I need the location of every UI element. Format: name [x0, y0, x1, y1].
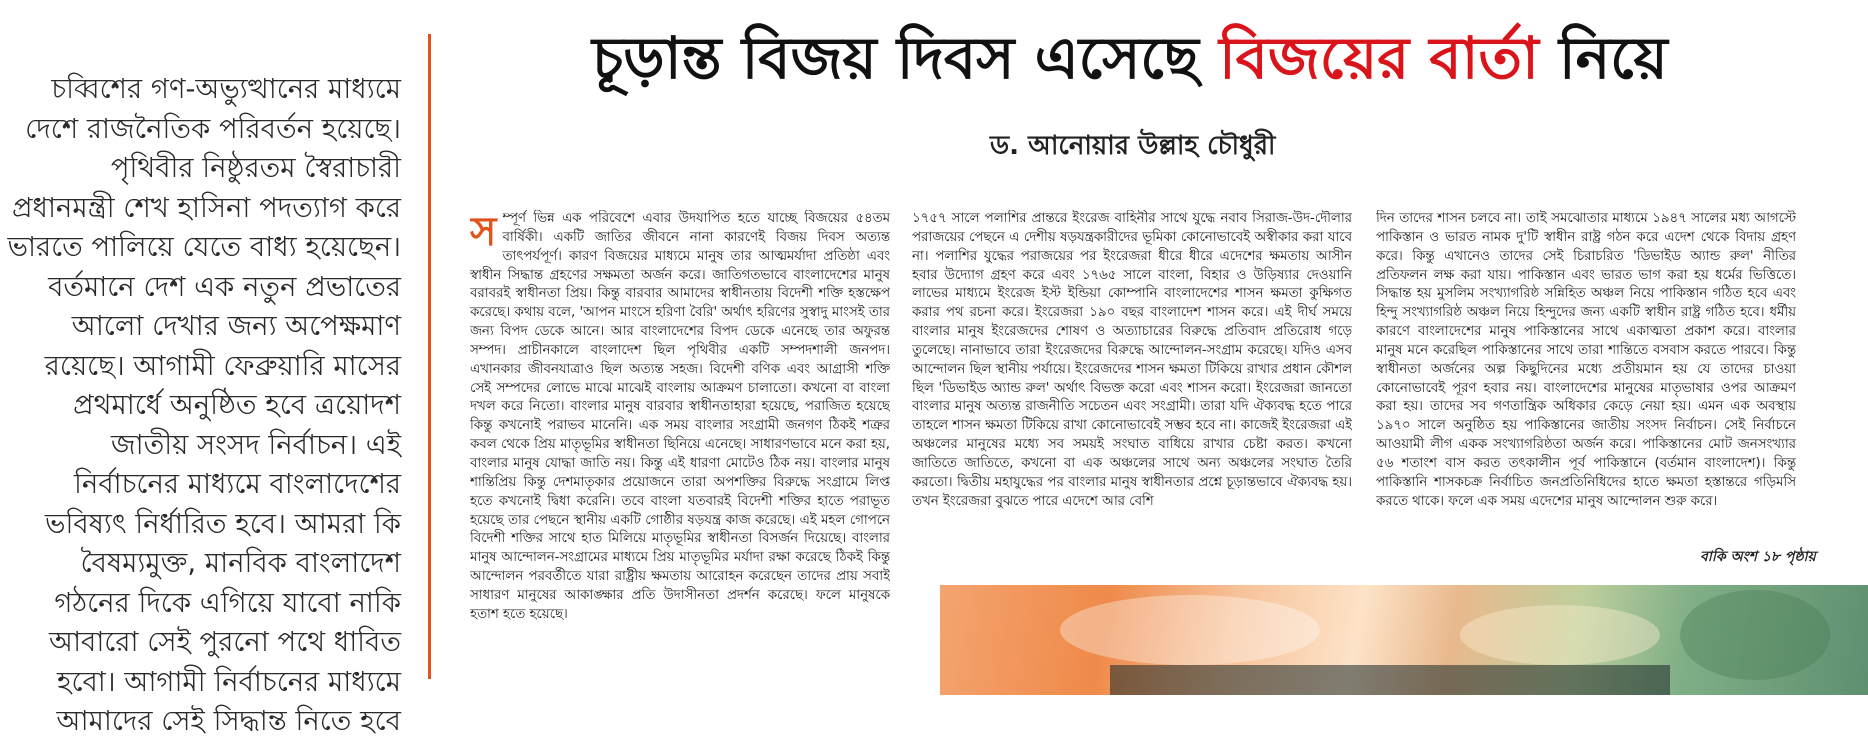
- article-text: ১৭৫৭ সালে পলাশির প্রান্তরে ইংরেজ বাহিনীর সাথে যুদ্ধে নবাব সিরাজ-উদ-দৌলার পরাজয়ের পেছনে এ দেশীয় ষড়যন্ত্রকারীদের ভূমিকা কোনোভাবেই অস্বীকার করা যাবে না। পলাশির যুদ্ধের পরাজয়ের পর ইংরেজরা ধীরে ধীরে এদেশের ক্ষমতায় আসীন হবার উদ্যোগ গ্রহণ করে এবং ১৭৬৫ সালে বাংলা, বিহার ও উড়িষ্যার দেওয়ানি লাভের মাধ্যমে ইংরেজ ইস্ট ইন্ডিয়া কোম্পানি বাংলাদেশের শাসন ক্ষমতা কুক্ষিগত করার পথ রচনা করে। ইংরেজরা ১৯০ বছর বাংলাদেশ শাসন করে। এই দীর্ঘ সময়ে বাংলার মানুষ ইংরেজদের শোষণ ও অত্যাচারের বিরুদ্ধে প্রতিবাদ প্রতিরোধ গড়ে তুলেছে। নানাভাবে তারা ইংরেজদের বিরুদ্ধে আন্দোলন-সংগ্রাম করেছে। যদিও এসব আন্দোলন ছিল স্থানীয় পর্যায়ে। ইংরেজদের শাসন ক্ষমতা টিকিয়ে রাখার প্রধান কৌশল ছিল 'ডিভাইড অ্যান্ড রুল' অর্থাৎ বিভক্ত করো এবং শাসন করো। ইংরেজরা জানতো বাংলার মানুষ অত্যন্ত রাজনীতি সচেতন এবং সংগ্রামী। তারা যদি ঐক্যবদ্ধ হতে পারে তাহলে শাসন ক্ষমতা টিকিয়ে রাখা কোনোভাবেই সম্ভব হবে না। কাজেই ইংরেজরা এই অঞ্চলের মানুষের মধ্যে সব সময়ই সংঘাত বাধিয়ে রাখার চেষ্টা করত। কখনো জাতিতে জাতিতে, কখনো বা এক অঞ্চলের সাথে অন্য অঞ্চলের সংঘাত তৈরি করতো। দ্বিতীয় মহাযুদ্ধের পর বাংলার মানুষ স্বাধীনতার প্রশ্নে চূড়ান্তভাবে ঐক্যবদ্ধ হয়। তখন ইংরেজরা বুঝতে পারে এদেশে আর বেশি: [912, 211, 1352, 509]
- article-column-2: [912, 210, 1352, 564]
- pull-quote-line: বৈষম্যমুক্ত, মানবিক বাংলাদেশ: [80, 547, 401, 579]
- headline: [592, 22, 1772, 94]
- article-text: ম্পূর্ণ ভিন্ন এক পরিবেশে এবার উদযাপিত হতে যাচ্ছে বিজয়ের ৫৪তম বার্ষিকী। একটি জাতির জীবনে নানা কারণেই বিজয় দিবস অত্যন্ত তাৎপর্যপূর্ণ। কারণ বিজয়ের মাধ্যমে মানুষ তার আত্মমর্যাদা প্রতিষ্ঠা এবং স্বাধীন সিদ্ধান্ত গ্রহণের সক্ষমতা অর্জন করে। জাতিগতভাবে বাংলাদেশের মানুষ বরাবরই স্বাধীনতা প্রিয়। কিন্তু বারবার আমাদের স্বাধীনতায় বিদেশী শক্তি হস্তক্ষেপ করেছে। কথায় বলে, 'আপন মাংসে হরিণা বৈরি' অর্থাৎ হরিণের সুস্বাদু মাংসই তার জন্য বিপদ ডেকে আনে। আর বাংলাদেশের বিপদ ডেকে এনেছে তার অফুরন্ত সম্পদ। প্রাচীনকালে বাংলাদেশ ছিল পৃথিবীর একটি সম্পদশালী জনপদ। এখানকার জীবনযাত্রাও ছিল অত্যন্ত সহজ। বিদেশী বণিক এবং আগ্রাসী শক্তি সেই সম্পদের লোভে মাঝে মাঝেই বাংলায় আক্রমণ চালাতো। কখনো বা বাংলা দখল করে নিতো। বাংলার মানুষ বারবার স্বাধীনতাহারা হয়েছে, পরাজিত হয়েছে কিন্তু কখনোই পরাভব মানেনি। এক সময় বাংলার সংগ্রামী জনগণ ঠিকই শত্রুর কবল থেকে প্রিয় মাতৃভূমির স্বাধীনতা ছিনিয়ে এনেছে। সাধারণভাবে মনে করা হয়, বাংলার মানুষ যোদ্ধা জাতি নয়। কিন্তু এই ধারণা মোটেও ঠিক নয়। বাংলার মানুষ শান্তিপ্রিয় কিন্তু দেশমাতৃকার প্রয়োজনে তারা অপশক্তির বিরুদ্ধে সংগ্রামে লিপ্ত হতে কখনোই দ্বিধা করেনি। তবে বাংলা যতবারই বিদেশী শক্তির হাতে পরাভূত হয়েছে তার পেছনে স্থানীয় একটি গোষ্ঠীর ষড়যন্ত্র কাজ করেছে। এই মহল গোপনে বিদেশী শক্তির সাথে হাত মিলিয়ে মাতৃভূমির স্বাধীনতা বিসর্জন দিয়েছে। বাংলার মানুষ আন্দোলন-সংগ্রামের মাধ্যমে প্রিয় মাতৃভূমির মর্যাদা রক্ষা করেছে ঠিকই কিন্তু আন্দোলন পরবর্তীতে যারা রাষ্ট্রীয় ক্ষমতায় আরোহন করেছেন তাদের প্রায় সবাই সাধারণ মানুষের আকাঙ্ক্ষার প্রতি উদাসীনতা প্রদর্শন করেছে। ফলে মানুষকে হতাশ হতে হয়েছে।: [470, 211, 890, 622]
- pull-quote-line: গঠনের দিকে এগিয়ে যাবো নাকি: [54, 586, 401, 619]
- pull-quote-line: বর্তমানে দেশ এক নতুন প্রভাতের: [48, 270, 401, 303]
- pull-quote-line: প্রথমার্ধে অনুষ্ঠিত হবে ত্রয়োদশ: [73, 389, 401, 421]
- pull-quote-line: হবো। আগামী নির্বাচনের মাধ্যমে: [57, 665, 401, 698]
- headline-accent: বিজয়ের বার্তা: [1219, 24, 1539, 92]
- pull-quote: [0, 70, 415, 742]
- byline: ড. আনোয়ার উল্লাহ চৌধুরী: [990, 131, 1276, 161]
- article-column-1: [470, 210, 890, 680]
- headline-tail: নিয়ে: [1538, 24, 1668, 92]
- headline-main: চূড়ান্ত বিজয় দিবস এসেছে: [592, 24, 1220, 92]
- continuation-note: বাকি অংশ ১৮ পৃষ্ঠায়: [1700, 549, 1816, 565]
- pull-quote-line: জাতীয় সংসদ নির্বাচন। এই: [111, 428, 401, 461]
- pull-quote-line: নির্বাচনের মাধ্যমে বাংলাদেশের: [74, 468, 401, 500]
- article-text: দিন তাদের শাসন চলবে না। তাই সমঝোতার মাধ্যমে ১৯৪৭ সালের মধ্য আগস্টে পাকিস্তান ও ভারত নামক দু'টি স্বাধীন রাষ্ট্র গঠন করে এদেশ থেকে বিদায় গ্রহণ করে। কিন্তু এখানেও তাদের সেই চিরাচরিত 'ডিভাইড অ্যান্ড রুল' নীতির প্রতিফলন লক্ষ করা যায়। পাকিস্তান এবং ভারত ভাগ করা হয় ধর্মের ভিত্তিতে। সিদ্ধান্ত হয় মুসলিম সংখ্যাগরিষ্ঠ সন্নিহিত অঞ্চল নিয়ে পাকিস্তান গঠিত হবে এবং হিন্দু সংখ্যাগরিষ্ঠ অঞ্চল নিয়ে হিন্দুদের জন্য একটি স্বাধীন রাষ্ট্র গঠিত হবে। ধর্মীয় কারণে বাংলাদেশের মানুষ পাকিস্তানের সাথে একাত্মতা প্রকাশ করে। বাংলার মানুষ মনে করেছিল পাকিস্তানের সাথে তারা শান্তিতে বসবাস করতে পারবে। কিন্তু স্বাধীনতা অর্জনের অল্প কিছুদিনের মধ্যে প্রতীয়মান হয় যে তাদের চাওয়া কোনোভাবেই পূরণ হবার নয়। বাংলাদেশের মানুষের মাতৃভাষার ওপর আক্রমণ করা হয়। তাদের সব গণতান্ত্রিক অধিকার কেড়ে নেয়া হয়। এমন এক অবস্থায় ১৯৭০ সালে অনুষ্ঠিত হয় পাকিস্তানের জাতীয় সংসদ নির্বাচন। সেই নির্বাচনে আওয়ামী লীগ একক সংখ্যাগরিষ্ঠতা অর্জন করে। পাকিস্তানের মোট জনসংখ্যার ৫৬ শতাংশ বাস করত তৎকালীন পূর্ব পাকিস্তানে (বর্তমান বাংলাদেশ)। কিন্তু পাকিস্তানি শাসকচক্র নির্বাচিত জনপ্রতিনিধিদের হাতে ক্ষমতা হস্তান্তরে গড়িমসি করতে থাকে। ফলে এক সময় এদেশের মানুষ আন্দোলন শুরু করে।: [1376, 211, 1796, 509]
- photo-band: [1110, 665, 1670, 695]
- pull-quote-line: পৃথিবীর নিষ্ঠুরতম স্বৈরাচারী: [110, 152, 401, 184]
- pull-quote-line: আবারো সেই পুরনো পথে ধাবিত: [48, 626, 401, 658]
- pull-quote-line: রয়েছে। আগামী ফেব্রুয়ারি মাসের: [44, 349, 401, 382]
- pull-quote-line: আলো দেখার জন্য অপেক্ষমাণ: [71, 310, 401, 342]
- pull-quote-line: ভবিষ্যৎ নির্ধারিত হবে। আমরা কি: [45, 507, 401, 540]
- photo-shadow: [1680, 590, 1830, 680]
- pull-quote-line: প্রধানমন্ত্রী শেখ হাসিনা পদত্যাগ করে: [12, 191, 401, 224]
- article-column-3: [1376, 210, 1796, 564]
- photo-highlight: [1460, 605, 1660, 665]
- photo-highlight: [1060, 595, 1320, 665]
- pull-quote-line: চব্বিশের গণ-অভ্যুত্থানের মাধ্যমে: [51, 73, 401, 105]
- pull-quote-line: আমাদের সেই সিদ্ধান্ত নিতে হবে: [56, 705, 401, 737]
- pull-quote-line: ভারতে পালিয়ে যেতে বাধ্য হয়েছেন।: [7, 231, 401, 263]
- drop-cap: স: [470, 210, 497, 255]
- article-photo: [940, 585, 1868, 695]
- pull-quote-line: দেশে রাজনৈতিক পরিবর্তন হয়েছে।: [25, 112, 401, 145]
- vertical-divider: [428, 34, 431, 679]
